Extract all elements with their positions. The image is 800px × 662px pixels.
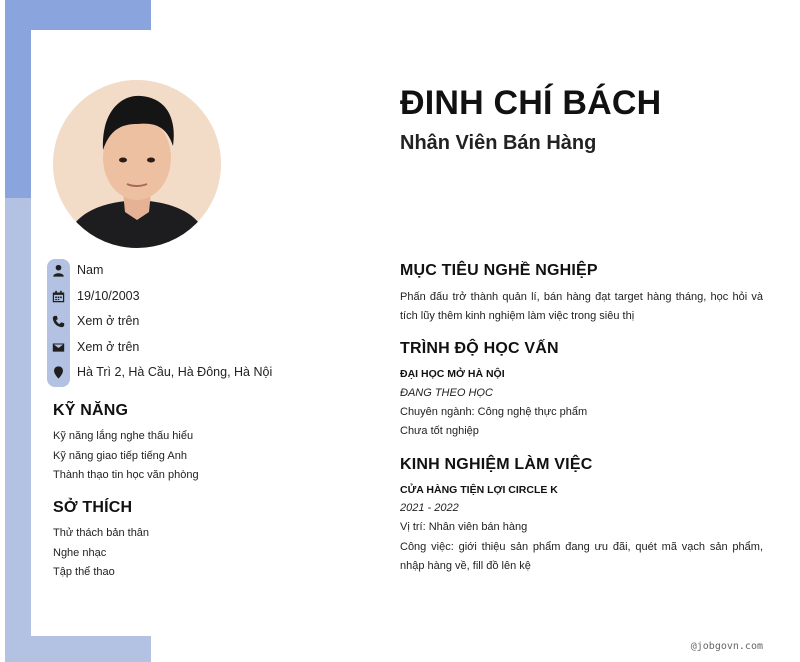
skill-item: Kỹ năng lắng nghe thấu hiểu	[53, 430, 194, 442]
hobbies-list	[53, 524, 149, 583]
skills-list	[53, 427, 199, 486]
objective-heading: MỤC TIÊU NGHỀ NGHIỆP	[400, 262, 598, 279]
calendar-icon	[50, 288, 67, 305]
contact-phone	[50, 311, 139, 331]
contact-phone-text: Xem ở trên	[77, 314, 140, 328]
education-heading: TRÌNH ĐỘ HỌC VẤN	[400, 340, 559, 357]
mail-icon	[50, 339, 67, 356]
profile-photo	[53, 80, 221, 248]
contact-address-text: Hà Trì 2, Hà Cầu, Hà Đông, Hà Nội	[77, 365, 273, 379]
person-icon	[50, 262, 67, 279]
phone-icon	[50, 313, 67, 330]
skills-heading: KỸ NĂNG	[53, 402, 129, 419]
education-status: ĐANG THEO HỌC	[400, 387, 493, 399]
experience-role: Vị trí: Nhân viên bán hàng	[400, 521, 528, 533]
education-school: ĐẠI HỌC MỞ HÀ NỘI	[400, 368, 505, 380]
hobby-item: Nghe nhạc	[53, 546, 107, 559]
contact-email-text: Xem ở trên	[77, 340, 140, 354]
skill-item: Thành thạo tin học văn phòng	[53, 469, 199, 481]
contact-gender	[50, 260, 103, 280]
education-note: Chưa tốt nghiệp	[400, 425, 479, 437]
contact-address	[50, 362, 272, 382]
objective-text: Phấn đấu trở thành quản lí, bán hàng đạt target hàng tháng, học hỏi và tích lũy thêm kinh nghiệm làm việc trong siêu thị	[400, 291, 763, 322]
location-pin-icon	[50, 364, 67, 381]
hobby-item: Tập thể thao	[53, 566, 115, 578]
skill-item: Kỹ năng giao tiếp tiếng Anh	[53, 449, 187, 462]
candidate-position: Nhân Viên Bán Hàng	[400, 132, 597, 154]
candidate-name: ĐINH CHÍ BÁCH	[400, 84, 662, 122]
experience-company: CỬA HÀNG TIỆN LỢI CIRCLE K	[400, 484, 558, 496]
hobbies-heading: SỞ THÍCH	[53, 499, 133, 516]
contact-gender-text: Nam	[77, 263, 104, 277]
contact-email	[50, 337, 139, 357]
contact-birthday-text: 19/10/2003	[77, 289, 140, 303]
experience-period: 2021 - 2022	[400, 502, 459, 514]
education-major: Chuyên ngành: Công nghệ thực phẩm	[400, 406, 588, 418]
contact-birthday	[50, 286, 140, 306]
watermark: @jobgovn.com	[690, 641, 763, 652]
experience-heading: KINH NGHIỆM LÀM VIỆC	[400, 456, 593, 473]
hobby-item: Thử thách bản thân	[53, 527, 150, 539]
experience-duties: Công việc: giới thiệu sản phẩm đang ưu đãi, quét mã vạch sản phẩm, nhập hàng về, fill đồ lên kệ	[400, 541, 763, 572]
